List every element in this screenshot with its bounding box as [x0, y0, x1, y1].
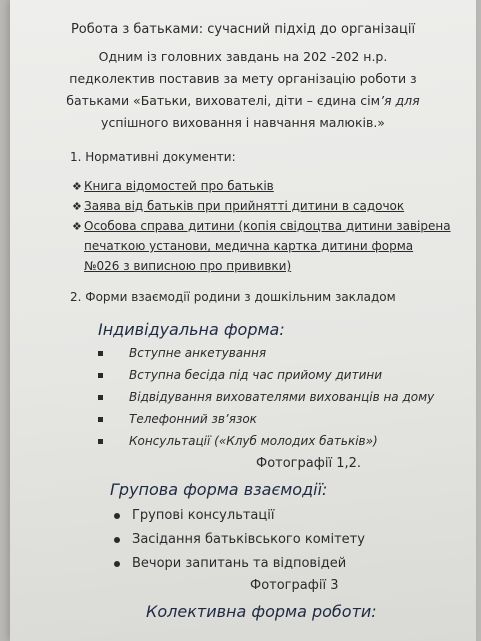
square-bullet-icon [98, 351, 103, 356]
document-link[interactable]: Особова справа дитини (копія свідоцтва дитини завірена [84, 219, 451, 233]
group-item: Засідання батьківського комітету [114, 532, 365, 547]
individual-item: Вступне анкетування [98, 346, 266, 360]
document-item-continued [72, 256, 291, 276]
individual-form-title: Індивідуальна форма: [98, 320, 285, 339]
individual-item: Відвідування вихователями вихованців на дому [98, 390, 434, 404]
document-item [72, 216, 451, 237]
intro-line-4: успішного виховання і навчання малюків.» [101, 115, 385, 130]
square-bullet-icon [98, 417, 103, 422]
diamond-bullet-icon: ❖ [72, 200, 82, 213]
round-bullet-icon [114, 561, 120, 567]
document-link[interactable]: Книга відомостей про батьків [84, 179, 274, 193]
individual-item: Вступна бесіда під час прийому дитини [98, 368, 382, 382]
intro-line-1: Одним із головних завдань на 202 -202 н.р. [98, 49, 388, 64]
document-item-continued [72, 236, 413, 256]
round-bullet-icon [114, 537, 120, 543]
document-page [10, 0, 476, 641]
square-bullet-icon [98, 439, 103, 444]
group-form-title: Групова форма взаємодії: [110, 480, 328, 499]
individual-item: Телефонний зв’язок [98, 412, 257, 426]
square-bullet-icon [98, 395, 103, 400]
collective-form-title: Колективна форма роботи: [146, 602, 377, 621]
intro-line-2: педколектив поставив за мету організацію роботи з [69, 71, 417, 86]
intro-line-3-italic: ’я для [380, 93, 420, 108]
document-link[interactable]: Заява від батьків при прийнятті дитини в садочок [84, 199, 405, 213]
diamond-bullet-icon: ❖ [72, 220, 82, 233]
photos-caption-1: Фотографії 1,2. [256, 456, 361, 471]
square-bullet-icon [98, 373, 103, 378]
photos-caption-2: Фотографії 3 [250, 578, 339, 593]
document-item [72, 176, 274, 197]
document-link-continued[interactable]: печаткою установи, медична картка дитини форма [84, 239, 414, 253]
document-link-continued[interactable]: №026 з виписною про прививки) [84, 259, 292, 273]
individual-item: Консультації («Клуб молодих батьків») [98, 434, 378, 448]
round-bullet-icon [114, 513, 120, 519]
intro-line-3-main: батьками «Батьки, вихователі, діти – єдина сім [66, 93, 381, 108]
diamond-bullet-icon: ❖ [72, 180, 82, 193]
section-heading-documents: 1. Нормативні документи: [70, 150, 236, 164]
section-heading-forms: 2. Форми взаємодії родини з дошкільним закладом [70, 290, 396, 304]
group-item: Групові консультації [114, 508, 274, 523]
intro-line-3 [10, 90, 476, 112]
group-item: Вечори запитань та відповідей [114, 556, 346, 571]
document-item [72, 196, 404, 217]
page-title: Робота з батьками: сучасний підхід до організації [70, 22, 416, 37]
